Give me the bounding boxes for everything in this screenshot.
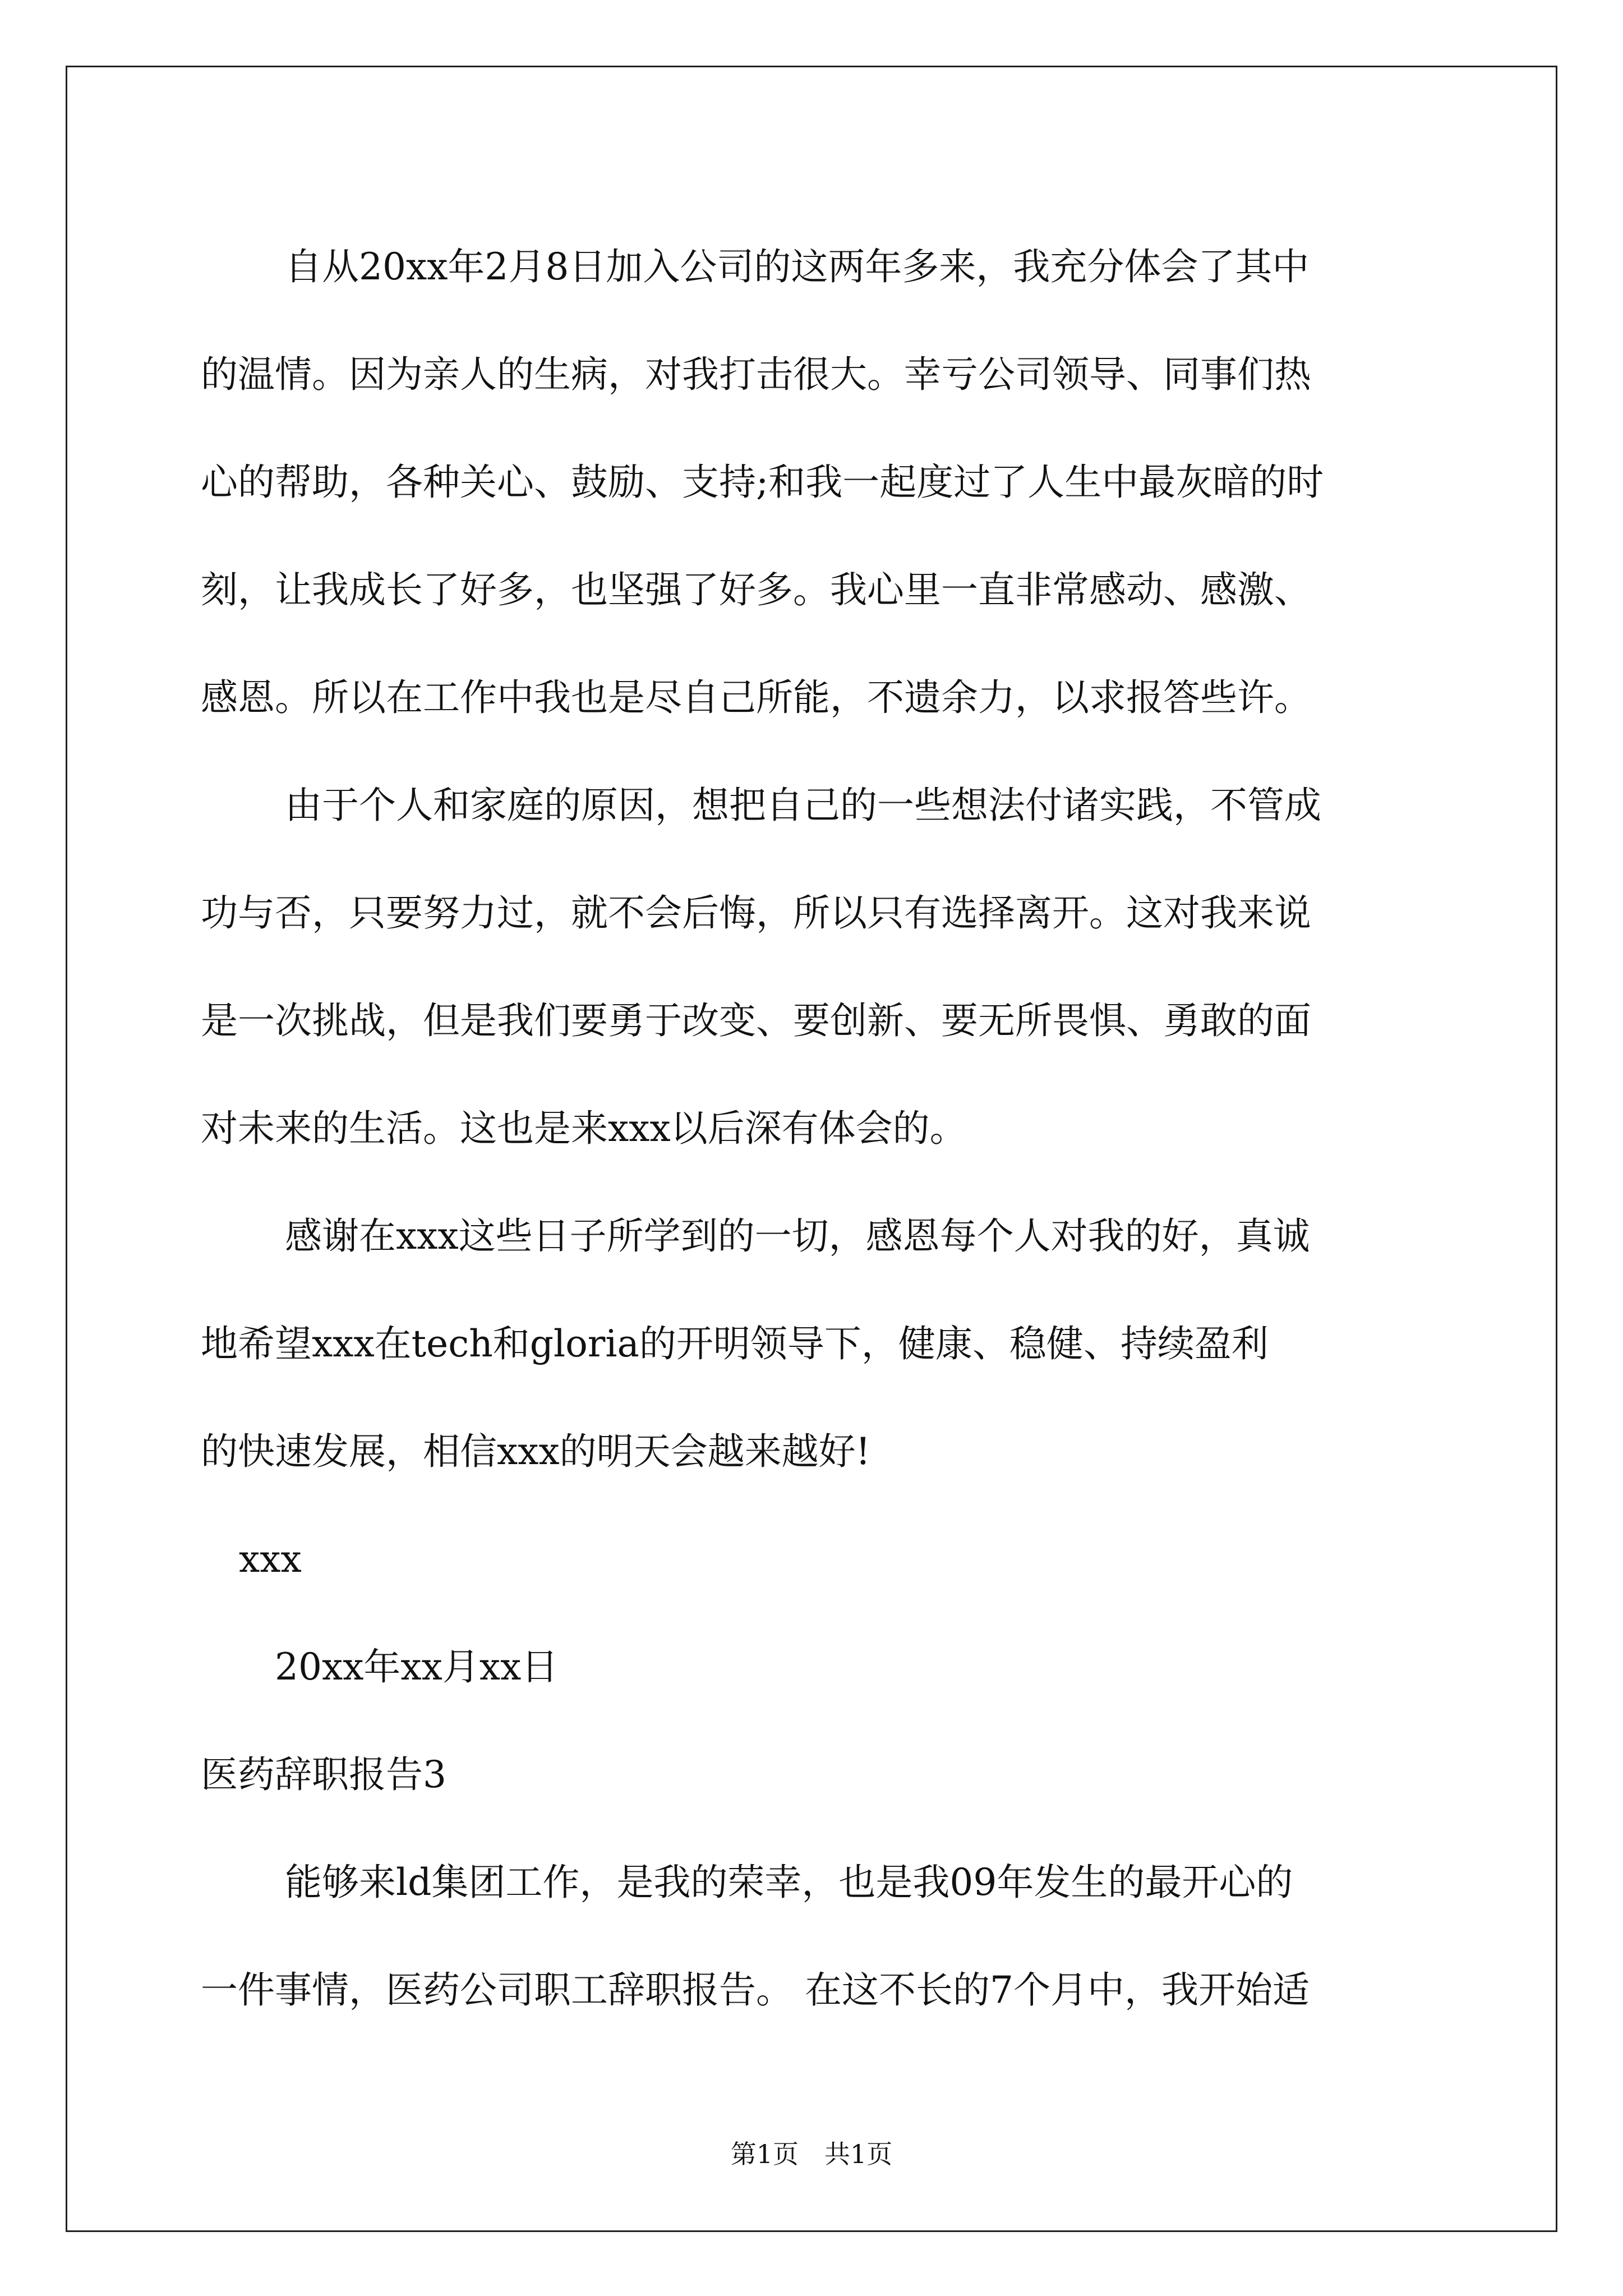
section-heading: 医药辞职报告3 xyxy=(201,1753,446,1796)
paragraph-line: 刻，让我成长了好多，也坚强了好多。我心里一直非常感动、感激、 xyxy=(201,568,1311,611)
paragraph-line: 地希望xxx在tech和gloria的开明领导下，健康、稳健、持续盈利 xyxy=(201,1322,1269,1365)
paragraph-line: 心的帮助，各种关心、鼓励、支持;和我一起度过了人生中最灰暗的时 xyxy=(201,461,1324,504)
paragraph-line: 的温情。因为亲人的生病，对我打击很大。幸亏公司领导、同事们热 xyxy=(201,353,1311,396)
paragraph-line: 自从20xx年2月8日加入公司的这两年多来，我充分体会了其中 xyxy=(285,245,1310,288)
document-body xyxy=(201,213,1429,2044)
paragraph-line: 是一次挑战，但是我们要勇于改变、要创新、要无所畏惧、勇敢的面 xyxy=(201,999,1311,1042)
paragraph-line: 功与否，只要努力过，就不会后悔，所以只有选择离开。这对我来说 xyxy=(201,891,1311,935)
paragraph-line: 感恩。所以在工作中我也是尽自己所能，不遗余力，以求报答些许。 xyxy=(201,676,1311,719)
signature-name: xxx xyxy=(239,1538,302,1581)
signature-date: 20xx年xx月xx日 xyxy=(275,1645,559,1688)
paragraph-line: 能够来ld集团工作，是我的荣幸，也是我09年发生的最开心的 xyxy=(285,1861,1293,1904)
paragraph-line: 对未来的生活。这也是来xxx以后深有体会的。 xyxy=(201,1107,967,1150)
paragraph-line: 一件事情，医药公司职工辞职报告。 在这不长的7个月中，我开始适 xyxy=(201,1968,1310,2012)
paragraph-line: 感谢在xxx这些日子所学到的一切，感恩每个人对我的好，真诚 xyxy=(285,1214,1310,1258)
paragraph-line: 由于个人和家庭的原因，想把自己的一些想法付诸实践，不管成 xyxy=(285,784,1321,827)
paragraph-line: 的快速发展，相信xxx的明天会越来越好! xyxy=(201,1430,871,1473)
page-footer: 第1页 共1页 xyxy=(730,2139,893,2169)
